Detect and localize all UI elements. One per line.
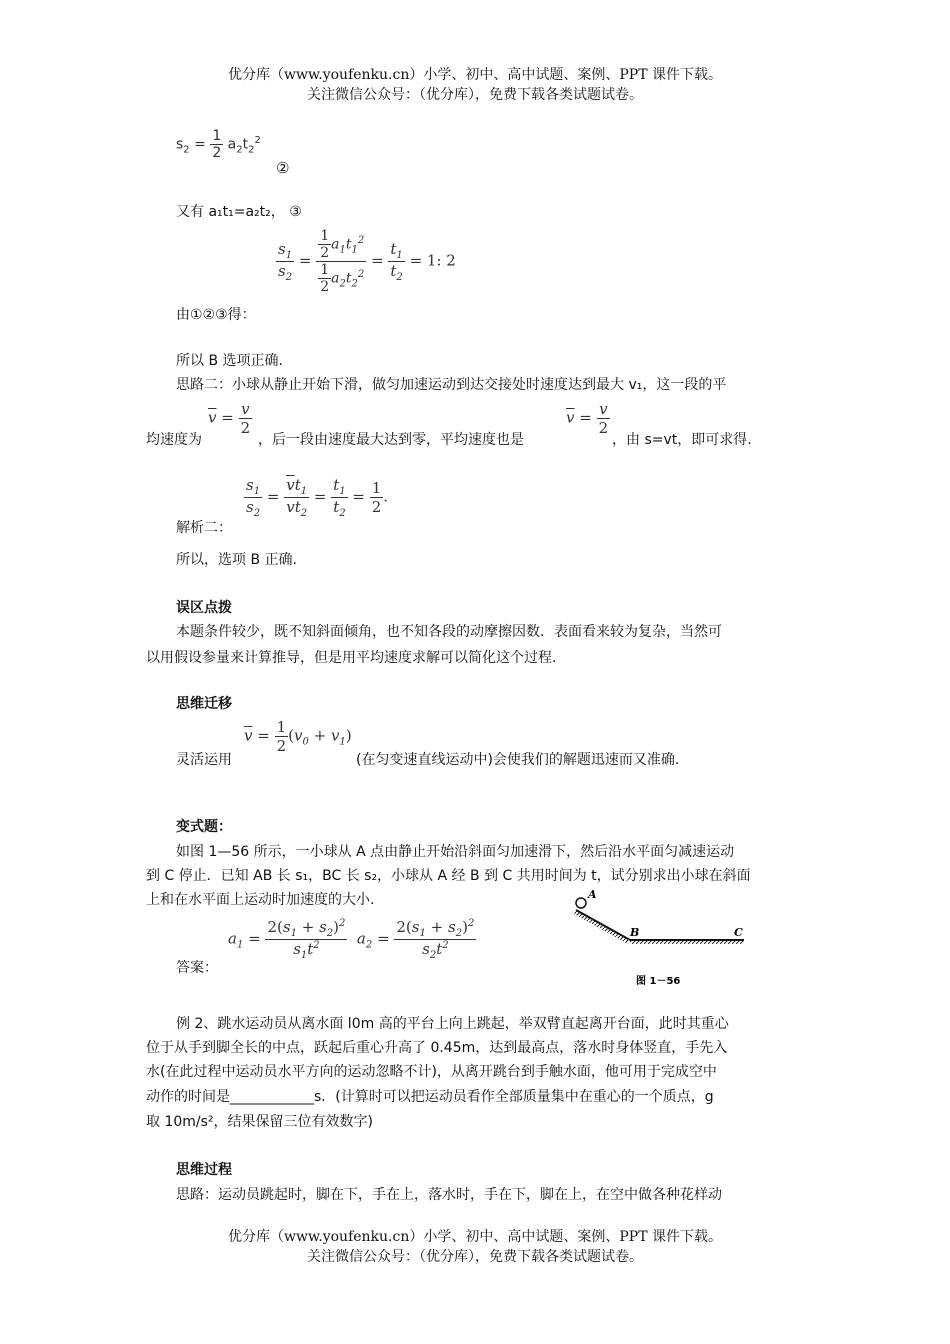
analysis-2-label: 解析二：: [176, 520, 232, 536]
mistake-title: 误区点拨: [176, 600, 232, 616]
figure-incline-svg: [568, 888, 758, 998]
ball-icon: [576, 898, 586, 908]
so-b-correct: 所以 B 选项正确.: [176, 353, 283, 369]
variant-line-1: 如图 1—56 所示，一小球从 A 点由静止开始沿斜面匀加速滑下，然后沿水平面匀减速运动: [176, 844, 735, 860]
ex2-line-4: 动作的时间是____________s．(计算时可以把运动员看作全部质量集中在重心的一个质点，g: [146, 1089, 714, 1105]
variant-line-3: 上和在水平面上运动时加速度的大小.: [146, 892, 375, 908]
avg-velocity-formula-1: $\overline{v}$ = $\frac{v}{2}$: [208, 400, 251, 437]
incline-hatch: [574, 910, 630, 944]
footer-line-2: 关注微信公众号：（优分库），免费下载各类试题试卷。: [307, 1249, 643, 1265]
so-option-b: 所以，选项 B 正确.: [176, 552, 297, 568]
transfer-title: 思维迁移: [176, 696, 232, 712]
variant-title: 变式题：: [176, 819, 232, 835]
transfer-text-b: (在匀变速直线运动中)会使我们的解题迅速而又准确.: [356, 752, 680, 768]
ex2-line-2: 位于从手到脚全长的中点，跃起后重心升高了 0.45m，达到最高点，落水时身体竖直，手先入: [146, 1040, 728, 1056]
transfer-text-a: 灵活运用: [176, 752, 232, 768]
label-a: A: [588, 888, 597, 901]
process-line-1: 思路：运动员跳起时，脚在下，手在上，落水时，手在下，脚在上，在空中做各种花样动: [176, 1187, 722, 1203]
idea2-line-2-b: ，后一段由速度最大达到零，平均速度也是: [258, 432, 524, 448]
header-line-1: 优分库（www.youfenku.cn）小学、初中、高中试题、案例、PPT 课件下载。: [227, 67, 722, 83]
avg-velocity-formula-2: $\overline{v}$ = $\frac{v}{2}$: [566, 400, 609, 437]
idea2-line-2-c: ，由 s=vt，即可求得.: [612, 432, 752, 448]
avg-velocity-sum-formula: $\overline{v}$ = $\frac{1}{2}$ $(v_0 + v_1)$: [244, 718, 352, 755]
figure-incline: [568, 888, 758, 998]
ratio-result: 1: 2: [426, 251, 456, 270]
label-b: B: [630, 926, 640, 939]
footer-line-1: 优分库（www.youfenku.cn）小学、初中、高中试题、案例、PPT 课件下载。: [227, 1229, 722, 1245]
process-title: 思维过程: [176, 1162, 232, 1178]
ex2-line-1: 例 2、跳水运动员从离水面 l0m 高的平台上向上跳起，举双臂直起离开台面，此时其重心: [176, 1016, 729, 1032]
variant-line-2: 到 C 停止．已知 AB 长 s₁，BC 长 s₂，小球从 A 经 B 到 C 共用时间为 t，试分别求出小球在斜面: [146, 868, 751, 884]
equation-s2: $s_2$ = $\frac{1}{2}$ $a_2t_2^2$: [176, 128, 261, 161]
ground-hatch: [630, 940, 744, 944]
from-123-text: 由①②③得：: [176, 307, 256, 323]
ex2-line-5: 取 10m/s²，结果保留三位有效数字): [146, 1114, 373, 1130]
header-line-2: 关注微信公众号：（优分库），免费下载各类试题试卷。: [307, 87, 643, 103]
answer-label: 答案：: [176, 960, 218, 976]
answer-formulas: $a_1$ = $\frac{2(s_1 + s_2)^2}{s_1t^2}$ $a_2$ = $\frac{2(s_1 + s_2)^2}{s_2t^2}$: [228, 918, 475, 961]
idea2-line-2-a: 均速度为: [146, 432, 202, 448]
equation-3-text: 又有 a₁t₁=a₂t₂， ③: [176, 204, 302, 220]
equation-ratio: $\frac{s_1}{s_2}$ = $\frac{1}{2}$ $a_1t_1^2$ $\frac{1}{2}$ $a_2t_2^2$ = $\frac{t_1}{t_2}$ = 1: 2: [278, 228, 456, 295]
equation-tag-2: ②: [276, 159, 290, 177]
figure-caption: 图 1－56: [636, 976, 681, 987]
ex2-line-3: 水(在此过程中运动员水平方向的运动忽略不计)，从离开跳台到手触水面，他可用于完成空中: [146, 1064, 717, 1080]
mistake-line-2: 以用假设参量来计算推导，但是用平均速度求解可以简化这个过程.: [146, 650, 557, 666]
mistake-line-1: 本题条件较少，既不知斜面倾角，也不知各段的动摩擦因数．表面看来较为复杂，当然可: [176, 624, 722, 640]
equation-analysis-2: $\frac{s_1}{s_2}$ = $\frac{\overline{v}t_1}{\overline{v}t_2}$ = $\frac{t_1}{t_2}$ = $\frac{1}{2}$ .: [246, 476, 389, 519]
label-c: C: [734, 926, 743, 939]
idea2-line-1: 思路二：小球从静止开始下滑，做匀加速运动到达交接处时速度达到最大 v₁，这一段的平: [176, 377, 727, 393]
